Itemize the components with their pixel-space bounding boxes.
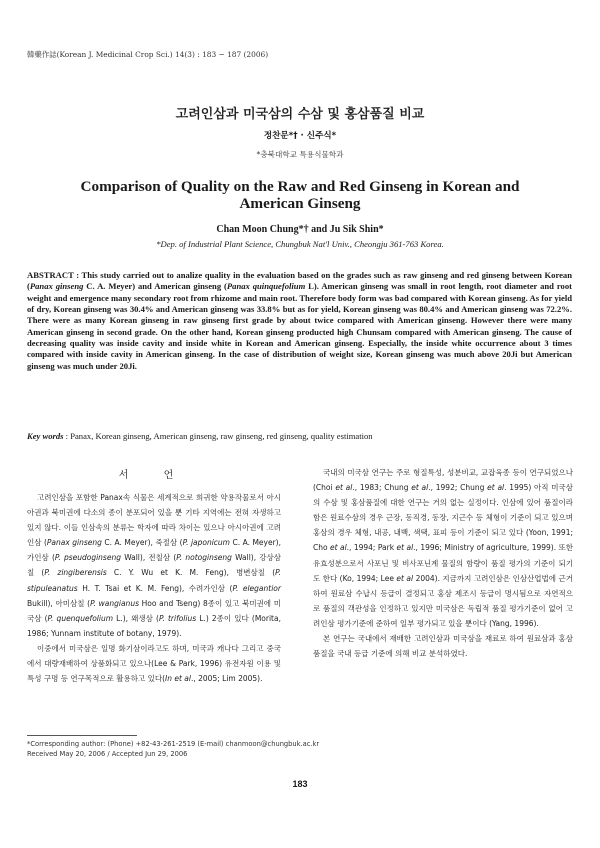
english-affiliation: *Dep. of Industrial Plant Science, Chungbuk Nat'l Univ., Cheongju 361-763 Korea. — [156, 239, 444, 249]
received-accepted-dates: Received May 20, 2006 / Accepted Jun 29, 2006 — [27, 750, 188, 759]
footnote — [27, 739, 572, 760]
english-title: Comparison of Quality on the Raw and Red Ginseng in Korean and American Ginseng — [80, 178, 520, 212]
korean-title: 고려인삼과 미국삼의 수삼 및 홍삼품질 비교 — [175, 107, 425, 122]
page-number: 183 — [292, 779, 308, 789]
english-authors: Chan Moon Chung*† and Ju Sik Shin* — [216, 224, 384, 235]
intro-paragraph-4: 본 연구는 국내에서 재배한 고려인삼과 미국삼을 재료로 하여 원료삼과 홍삼품질을 국내 등급 기준에 의해 비교 분석하였다. — [313, 634, 573, 659]
korean-affiliation: *충북대학교 특용식물학과 — [256, 150, 344, 159]
keywords: Key words : Panax, Korean ginseng, American ginseng, raw ginseng, red ginseng, quality estimation — [27, 431, 373, 441]
keywords-label: Key words — [27, 431, 64, 441]
section-heading-introduction: 서 언 — [118, 470, 190, 481]
corresponding-author: *Corresponding author: (Phone) +82-43-261-2519 (E-mail) chanmoon@chungbuk.ac.kr — [27, 740, 320, 748]
abstract: ABSTRACT : This study carried out to analize quality in the evaluation based on the grades such as raw ginseng and red ginseng between Korean (Panax ginseng C. A. Meyer) and American ginseng (Panax quinquefolium L). American ginseng was small in root length, root diameter and root weight and emergence many secondary root from rhizome and main root. Therefore body form was bad compared with Korean ginseng. As for yield of dry, Korean ginseng was 30.4% and American ginseng was 33.8% but as for yield, Korean ginseng was 80.4% and American ginseng was 72.2%. There were as many Korean ginseng in raw ginseng first grade by about twice compared with American ginseng. However there were many American ginseng in second grade. On the other hand, Korean ginseng producted high Chunsam compared with American ginseng. The cause of decreasing quality was inside cavity and inside white in Korean and American ginseng. Especially, the inside white occurrence about 3 times compared with inside cavity in American ginseng. In the case of distribution of weight size, Korean ginseng was much above 20Ji but American ginseng was much under 20Ji. — [27, 270, 573, 371]
body-column-left — [27, 490, 281, 686]
body-column-right — [313, 465, 573, 661]
korean-authors: 정찬문*† · 신주식* — [263, 131, 337, 141]
intro-paragraph-1: 고려인삼을 포함한 Panax속 식물은 세계적으로 희귀한 약용작물로서 아시아권과 북미권에 다소의 종이 분포되어 있을 뿐 기타 지역에는 전혀 자생하고 있지 않다. 이들 인삼속의 분류는 학자에 따라 차이는 있으나 아시아권에 고려인삼 (Panax ginseng C. A. Meyer), 죽절삼 (P. japonicum C. A. Meyer), 가인삼 (P. pseudoginseng Wall), 전칠삼 (P. notoginseng Wall), 강상삼칠 (P. zingiberensis C. Y. Wu et K. M. Feng), 병변삼칠 (P. stipuleanatus H. T. Tsai et K. M. Feng), 수려가인삼 (P. elegantior Bukill), 아미삼칠 (P. wangianus Hoo and Tseng) 8종이 있고 북미권에 미국삼 (P. quenquefolium L.), 왜생삼 (P. trifolius L.) 2종이 있다 (Morita, 1986; Yunnam institute of botany, 1979). — [27, 493, 282, 638]
intro-paragraph-3: 국내의 미국삼 연구는 주로 형질특성, 성분비교, 교잡육종 등이 연구되었으나 (Choi et al., 1983; Chung et al., 1992; Chung et al. 1995) 아직 미국삼의 수삼 및 홍삼품질에 대한 연구는 거의 없는 실정이다. 인삼에 있어 품질이라 함은 원료수삼의 경우 근장, 동직경, 동장, 지근수 등 체형이 기준이 되고 있으며 홍삼의 경우 체형, 내공, 내백, 색택, 표피 등이 기준이 되고 있다 (Yoon, 1991; Cho et al., 1994; Park et al., 1996; Ministry of agriculture, 1999). 또한 유효성분으로서 사포닌 및 비사포닌계 물질의 함량이 품질 평가의 기준이 되기도 한다 (Ko, 1994; Lee et al 2004). 지금까지 고려인삼은 인삼산업법에 근거하여 원료삼 수납시 등급이 결정되고 홍삼 제조시 등급이 명시됨으로 자연적으로 품질의 객관성을 인정하고 있지만 미국삼은 독립적 품질 평가기준이 없어 고려인삼 평가기준에 준하여 일부 평가되고 있을 뿐이다 (Yang, 1996). — [313, 468, 574, 628]
journal-header: 韓藥作誌(Korean J. Medicinal Crop Sci.) 14(3) : 183 − 187 (2006) — [27, 50, 269, 59]
abstract-label: ABSTRACT : — [27, 270, 80, 280]
footnote-divider — [27, 735, 137, 736]
intro-paragraph-2: 이중에서 미국삼은 일명 화기삼이라고도 하며, 미국과 캐나다 그리고 중국에서 대량재배하여 상품화되고 있으나(Lee & Park, 1996) 유전자원 이용 및 특성 구명 등 연구목적으로 활용하고 있다(In et al., 2005; Lim 2005). — [27, 643, 281, 684]
